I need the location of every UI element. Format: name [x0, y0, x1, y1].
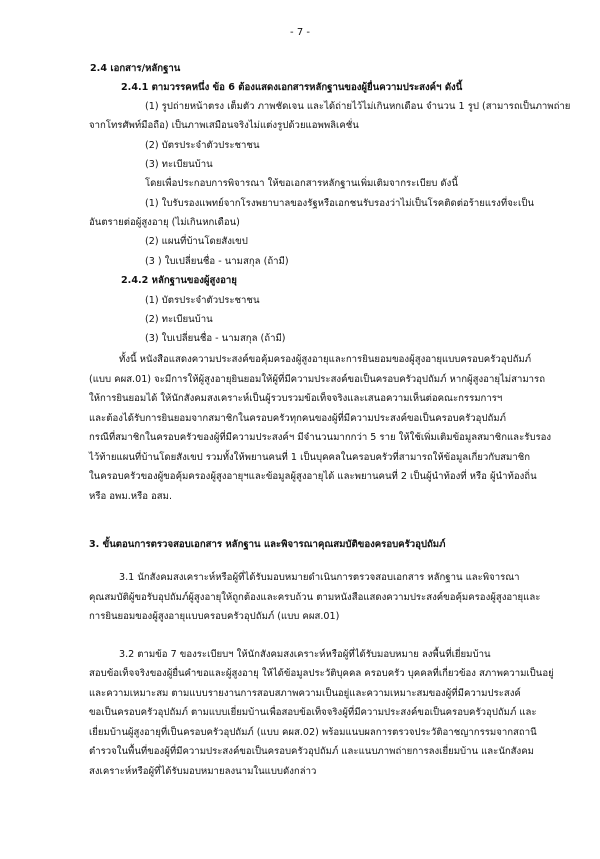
extra-doc-1-line-1: (1) ใบรับรองแพทย์จากโรงพยาบาลของรัฐหรือเอกชนรับรองว่าไม่เป็นโรคติดต่อร้ายแรงที่จะเป็น	[145, 198, 534, 209]
para1-line-5: กรณีที่สมาชิกในครอบครัวของผู้ที่มีความประสงค์ฯ มีจำนวนมากกว่า 5 ราย ให้ใช้เพิ่มเติมข้อมูลสมาชิกและรับรอง	[89, 432, 552, 443]
elder-doc-1: (1) บัตรประจำตัวประชาชน	[145, 295, 260, 306]
s31-line-2: คุณสมบัติผู้ขอรับอุปถัมภ์ผู้สูงอายุให้ถูกต้องและครบถ้วน ตามหนังสือแสดงความประสงค์ขอคุ้มครองผู้สูงอายุและ	[89, 592, 541, 603]
page-number: - 7 -	[290, 27, 310, 38]
section-2-4-1-heading: 2.4.1 ตามวรรคหนึ่ง ข้อ 6 ต้องแสดงเอกสารหลักฐานของผู้ยื่นความประสงค์ฯ ดังนี้	[121, 82, 463, 93]
doc-item-1-line-2: จากโทรศัพท์มือถือ) เป็นภาพเสมือนจริงไม่แต่งรูปด้วยแอพพลิเคชั่น	[89, 120, 359, 131]
s31-line-3: การยินยอมของผู้สูงอายุแบบครอบครัวอุปถัมภ์ (แบบ คผส.01)	[89, 611, 340, 622]
s31-line-1: 3.1 นักสังคมสงเคราะห์หรือผู้ที่ได้รับมอบหมายดำเนินการตรวจสอบเอกสาร หลักฐาน และพิจารณา	[119, 572, 520, 583]
s32-line-6: ตำรวจในพื้นที่ของผู้ที่มีความประสงค์ขอเป็นครอบครัวอุปถัมภ์ และแนบภาพถ่ายการลงเยี่ยมบ้าน และนักสังคม	[89, 746, 534, 757]
extra-doc-3: (3 ) ใบเปลี่ยนชื่อ - นามสกุล (ถ้ามี)	[145, 256, 289, 267]
extra-docs-intro: โดยเพื่อประกอบการพิจารณา ให้ขอเอกสารหลักฐานเพิ่มเติมจากระเบียบ ดังนี้	[145, 178, 458, 189]
doc-item-1-line-1: (1) รูปถ่ายหน้าตรง เต็มตัว ภาพชัดเจน และได้ถ่ายไว้ไม่เกินหกเดือน จำนวน 1 รูป (สามารถเป็นภาพถ่าย	[145, 101, 571, 112]
para1-line-2: (แบบ คผส.01) จะมีการให้ผู้สูงอายุยินยอมให้ผู้ที่มีความประสงค์ขอเป็นครอบครัวอุปถัมภ์ หากผู้สูงอายุไม่สามารถ	[89, 374, 546, 385]
para1-line-3: ให้การยินยอมได้ ให้นักสังคมสงเคราะห์เป็นผู้รวบรวมข้อเท็จจริงและเสนอความเห็นต่อคณะกรรมการฯ	[89, 393, 503, 404]
elder-doc-3: (3) ใบเปลี่ยนชื่อ - นามสกุล (ถ้ามี)	[145, 333, 286, 344]
section-2-4-2-heading: 2.4.2 หลักฐานของผู้สูงอายุ	[121, 275, 237, 286]
para1-line-6: ไว้ท้ายแผนที่บ้านโดยสังเขป รวมทั้งให้พยานคนที่ 1 เป็นบุคคลในครอบครัวที่สามารถให้ข้อมูลเกี่ยวกับสมาชิก	[89, 452, 531, 463]
extra-doc-1-line-2: อันตรายต่อผู้สูงอายุ (ไม่เกินหกเดือน)	[89, 217, 240, 228]
elder-doc-2: (2) ทะเบียนบ้าน	[145, 314, 213, 325]
doc-item-2: (2) บัตรประจำตัวประชาชน	[145, 140, 260, 151]
section-2-4-heading: 2.4 เอกสาร/หลักฐาน	[90, 63, 181, 74]
s32-line-2: สอบข้อเท็จจริงของผู้ยื่นคำขอและผู้สูงอายุ ให้ได้ข้อมูลประวัติบุคคล ครอบครัว บุคคลที่เกี่ยวข้อง สภาพความเป็นอยู่	[89, 668, 554, 679]
s32-line-5: เยี่ยมบ้านผู้สูงอายุที่เป็นครอบครัวอุปถัมภ์ (แบบ คผส.02) พร้อมแนบผลการตรวจประวัติอาชญากรรมจากสถานี	[89, 727, 537, 738]
para1-line-4: และต้องได้รับการยินยอมจากสมาชิกในครอบครัวทุกคนของผู้ที่มีความประสงค์ขอเป็นครอบครัวอุปถัมภ์	[89, 413, 506, 424]
section-3-heading: 3. ขั้นตอนการตรวจสอบเอกสาร หลักฐาน และพิจารณาคุณสมบัติของครอบครัวอุปถัมภ์	[89, 539, 446, 550]
para1-line-8: หรือ อพม.หรือ อสม.	[89, 491, 173, 502]
s32-line-1: 3.2 ตามข้อ 7 ของระเบียบฯ ให้นักสังคมสงเคราะห์หรือผู้ที่ได้รับมอบหมาย ลงพื้นที่เยี่ยมบ้าน	[119, 649, 491, 660]
doc-item-3: (3) ทะเบียนบ้าน	[145, 159, 213, 170]
s32-line-7: สงเคราะห์หรือผู้ที่ได้รับมอบหมายลงนามในแบบดังกล่าว	[89, 766, 317, 777]
para1-line-7: ในครอบครัวของผู้ขอคุ้มครองผู้สูงอายุฯและข้อมูลผู้สูงอายุได้ และพยานคนที่ 2 เป็นผู้นำท้องที่ หรือ ผู้นำท้องถิ่น	[89, 471, 537, 482]
s32-line-4: ขอเป็นครอบครัวอุปถัมภ์ ตามแบบเยี่ยมบ้านเพื่อสอบข้อเท็จจริงผู้ที่มีความประสงค์ขอเป็นครอบครัวอุปถัมภ์ และ	[89, 707, 537, 718]
extra-doc-2: (2) แผนที่บ้านโดยสังเขป	[145, 236, 248, 247]
s32-line-3: และความเหมาะสม ตามแบบรายงานการสอบสภาพความเป็นอยู่และความเหมาะสมของผู้ที่มีความประสงค์	[89, 688, 521, 699]
para1-line-1: ทั้งนี้ หนังสือแสดงความประสงค์ขอคุ้มครองผู้สูงอายุและการยินยอมของผู้สูงอายุแบบครอบครัวอุปถัมภ์	[119, 354, 532, 365]
